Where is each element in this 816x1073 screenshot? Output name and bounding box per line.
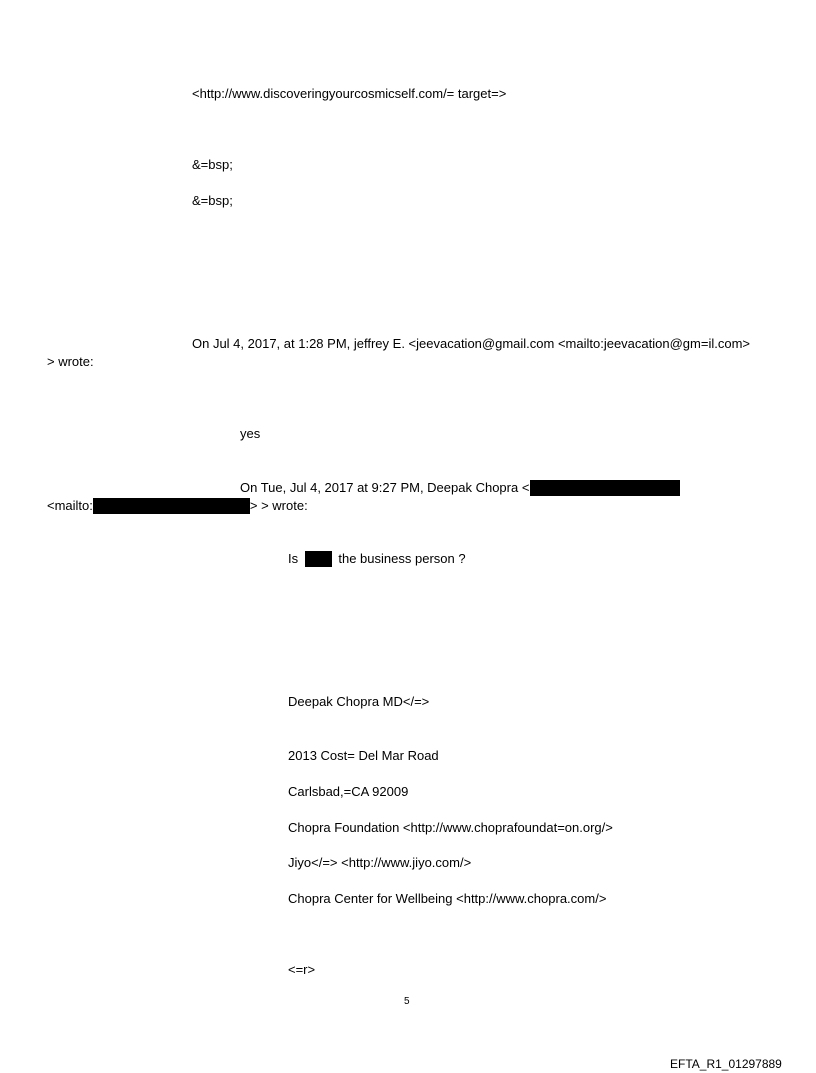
signature-center-link: Chopra Center for Wellbeing <http://www.chopra.com/> [288,891,607,906]
redaction-box-email [530,480,680,496]
signature-jiyo-link: Jiyo</=> <http://www.jiyo.com/> [288,855,472,870]
jeffrey-wrote-line: > wrote: [47,354,94,369]
nbsp-line-1: &=bsp; [192,157,233,172]
mailto-prefix: <mailto: [47,498,93,513]
br-tag-line: <=r> [288,962,316,977]
jeffrey-reply-header: On Jul 4, 2017, at 1:28 PM, jeffrey E. <jeevacation@gmail.com <mailto:jeevacation@gm=il.com> [192,336,750,351]
deepak-header-text: On Tue, Jul 4, 2017 at 9:27 PM, Deepak Chopra < [240,480,530,495]
deepak-reply-header [240,480,680,496]
document-id-stamp: EFTA_R1_01297889 [670,1057,782,1071]
link-target-line: <http://www.discoveringyourcosmicself.com/= target=> [192,86,507,101]
signature-foundation-link: Chopra Foundation <http://www.choprafoundat=on.org/> [288,820,613,835]
mailto-suffix: > > wrote: [249,498,308,513]
question-prefix: Is [288,551,299,566]
question-suffix: the business person ? [338,551,466,566]
question-line [288,551,466,567]
mailto-line [47,498,308,514]
reply-yes: yes [240,426,261,441]
signature-name: Deepak Chopra MD</=> [288,694,430,709]
signature-address-city: Carlsbad,=CA 92009 [288,784,409,799]
nbsp-line-2: &=bsp; [192,193,233,208]
page-number: 5 [404,996,410,1007]
redaction-box-name [305,551,332,567]
redaction-box-mailto [93,498,250,514]
signature-address-street: 2013 Cost= Del Mar Road [288,748,439,763]
